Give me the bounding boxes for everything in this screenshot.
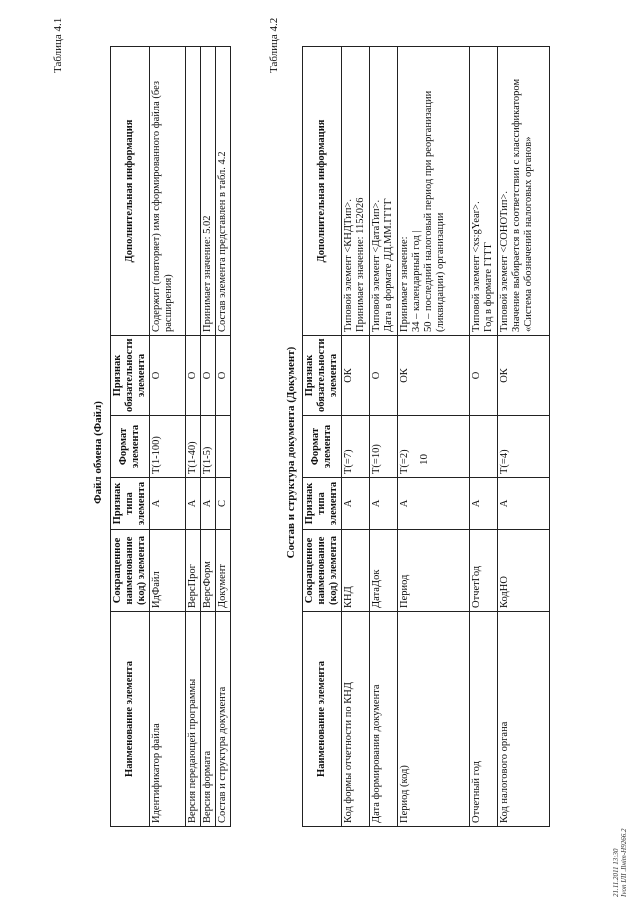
table-cell: О	[201, 336, 216, 416]
table2-header-code: Сокращенное наименование (код) элемента	[303, 530, 342, 612]
table-row	[498, 47, 550, 827]
table-row	[342, 47, 370, 827]
table1-header-format: Формат элемента	[111, 416, 150, 478]
table-cell: Версия формата	[201, 612, 216, 827]
table-cell: Состав и структура документа	[216, 612, 231, 827]
table-cell: Принимает значение: 5.02	[201, 47, 216, 336]
table-cell: А	[370, 478, 398, 530]
table-cell: Т(1-40)	[186, 416, 201, 478]
table-cell: Т(=2)	[398, 416, 470, 478]
table-cell: Документ	[216, 530, 231, 612]
table-cell: Т(1-5)	[201, 416, 216, 478]
table-cell: Т(1-100)	[150, 416, 186, 478]
table-row	[150, 47, 186, 827]
footer-date: 21.11.2011 13:30	[612, 848, 620, 897]
table-cell: Т(=7)	[342, 416, 370, 478]
footer-code: Ivon IЛI .Ilнiт-H9266.2	[620, 828, 628, 897]
table-cell: Идентификатор файла	[150, 612, 186, 827]
table1	[110, 46, 231, 827]
table-cell: ОтчетГод	[470, 530, 498, 612]
table-cell: Принимает значение: 34 – календарный год | 50 – последний налоговый период при реорганизации (ликвидации) организации	[398, 47, 470, 336]
table-cell: ОК	[498, 336, 550, 416]
table-cell: ОК	[342, 336, 370, 416]
table-cell: Состав элемента представлен в табл. 4.2	[216, 47, 231, 336]
table2-label: Таблица 4.2	[268, 17, 280, 73]
table-cell: А	[186, 478, 201, 530]
table2-header-required: Признак обязательности элемента	[303, 336, 342, 416]
table-row	[186, 47, 201, 827]
table1-header-info: Дополнительная информация	[111, 47, 150, 336]
table-cell: О	[216, 336, 231, 416]
table-cell	[186, 47, 201, 336]
table-cell	[216, 416, 231, 478]
table-row	[398, 47, 470, 827]
table-cell	[470, 416, 498, 478]
table-cell: Версия передающей программы	[186, 612, 201, 827]
table1-header-name: Наименование элемента	[111, 612, 150, 827]
table1-header-row	[111, 47, 150, 827]
table-cell: А	[470, 478, 498, 530]
table2-header-format: Формат элемента	[303, 416, 342, 478]
table-row	[201, 47, 216, 827]
table-cell: О	[186, 336, 201, 416]
table-cell: С	[216, 478, 231, 530]
table-cell: А	[342, 478, 370, 530]
table1-header-type: Признак типа элемента	[111, 478, 150, 530]
table-cell: Содержит (повторяет) имя сформированного файла (без расширения)	[150, 47, 186, 336]
table-cell: А	[398, 478, 470, 530]
table2-title: Состав и структура документа (Документ)	[285, 346, 297, 559]
table-cell: А	[498, 478, 550, 530]
table-cell: ДатаДок	[370, 530, 398, 612]
table-cell: Т(=4)	[498, 416, 550, 478]
table1-header-code: Сокращенное наименование (код) элемента	[111, 530, 150, 612]
table-row	[216, 47, 231, 827]
table2-header-type: Признак типа элемента	[303, 478, 342, 530]
footer-stamp	[612, 829, 628, 897]
table-cell: Типовой элемент <xs:gYear>. Год в формате ГГГГ	[470, 47, 498, 336]
table2-header-name: Наименование элемента	[303, 612, 342, 827]
table-cell: Типовой элемент <СОНОТип>. Значение выбирается в соответствии с классификатором «Система обозначений налоговых органов»	[498, 47, 550, 336]
table1-label: Таблица 4.1	[52, 17, 64, 73]
page-number: 10	[418, 454, 430, 465]
table-cell: О	[150, 336, 186, 416]
table-cell: Т(=10)	[370, 416, 398, 478]
table-cell: ВерсФорм	[201, 530, 216, 612]
table-cell: КНД	[342, 530, 370, 612]
table-cell: Отчетный год	[470, 612, 498, 827]
table-cell: ОК	[398, 336, 470, 416]
table-cell: Период	[398, 530, 470, 612]
table-cell: Период (код)	[398, 612, 470, 827]
table-cell: А	[201, 478, 216, 530]
table-row	[370, 47, 398, 827]
table2-header-info: Дополнительная информация	[303, 47, 342, 336]
table-row	[470, 47, 498, 827]
table-cell: Типовой элемент <КНДТип>. Принимает значение: 1152026	[342, 47, 370, 336]
table-cell: А	[150, 478, 186, 530]
table-cell: ИдФайл	[150, 530, 186, 612]
table-cell: Код налогового органа	[498, 612, 550, 827]
table2	[302, 46, 550, 827]
table-cell: О	[470, 336, 498, 416]
table-cell: ВерсПрог	[186, 530, 201, 612]
table-cell: КодНО	[498, 530, 550, 612]
table-cell: Код формы отчетности по КНД	[342, 612, 370, 827]
table1-header-required: Признак обязательности элемента	[111, 336, 150, 416]
table-cell: Дата формирования документа	[370, 612, 398, 827]
table-cell: О	[370, 336, 398, 416]
table1-title: Файл обмена (Файл)	[92, 401, 104, 504]
table-cell: Типовой элемент <ДатаТип>. Дата в формате ДД.ММ.ГГГГ	[370, 47, 398, 336]
table2-header-row	[303, 47, 342, 827]
